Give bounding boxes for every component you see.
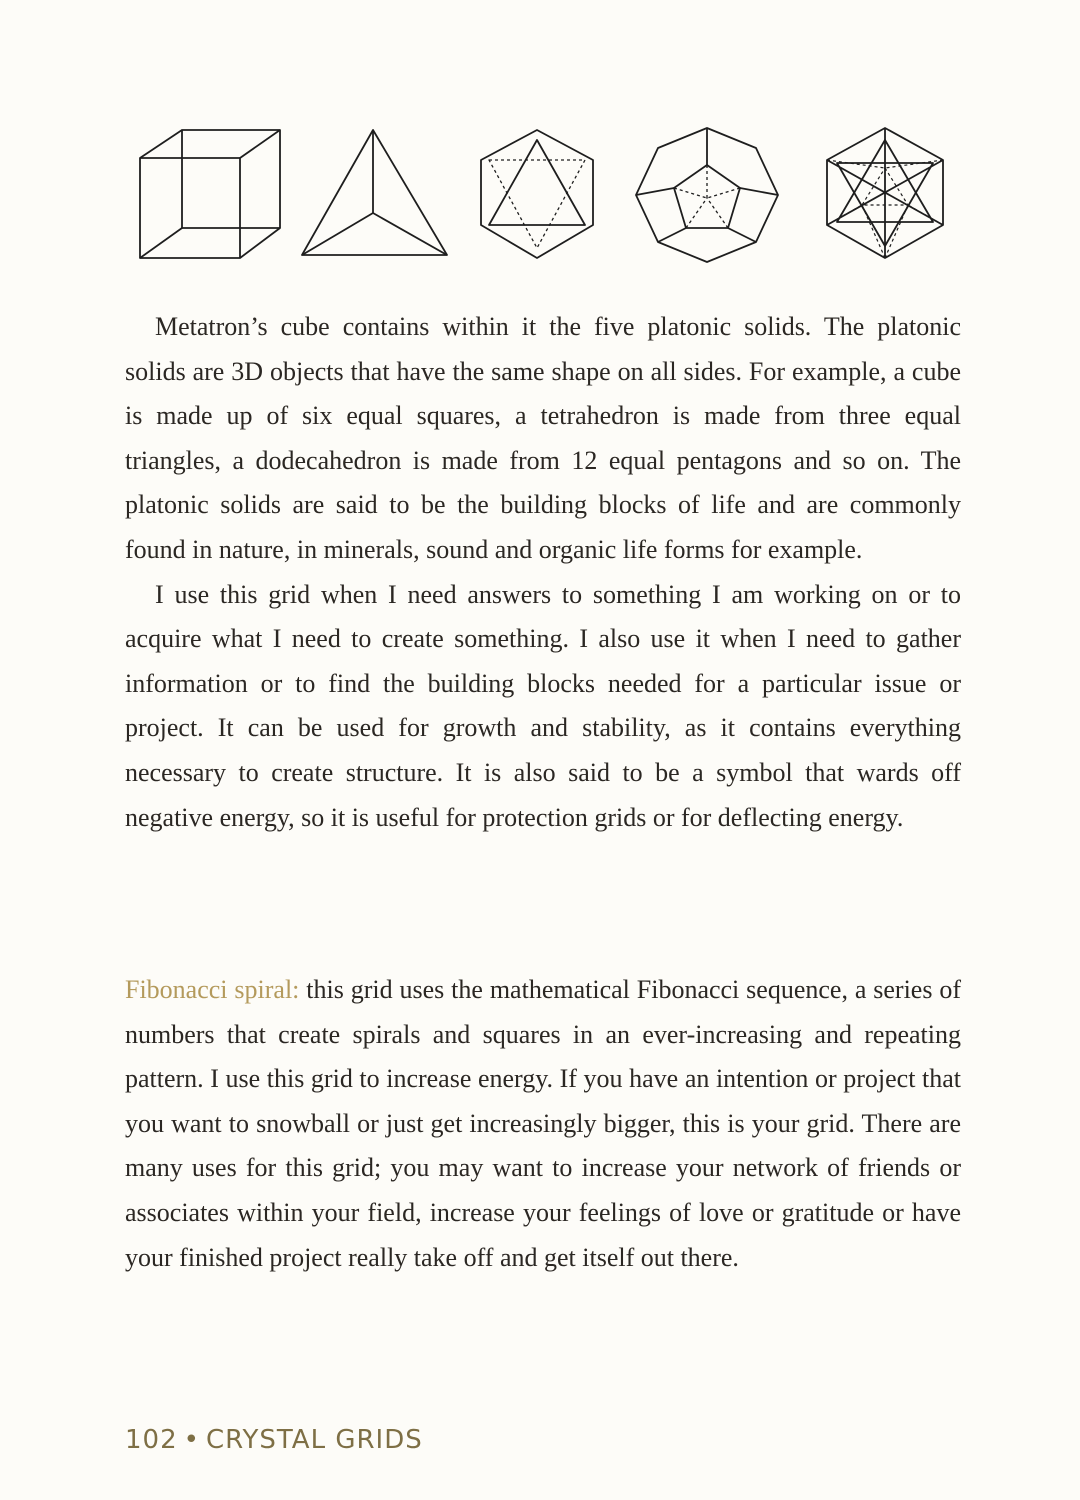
octahedron-icon xyxy=(481,130,593,258)
paragraph-platonic-solids: Metatron’s cube contains within it the five platonic solids. The platonic solids are 3D objects that have the same shape on all sides. For example, a cube is made up of six equal squares, a tetrahedron is made from three equal triangles, a dodecahedron is made from 12 equal pentagons and so on. The platonic solids are said to be the building blocks of life and are commonly found in nature, in minerals, sound and organic life forms for example. xyxy=(125,312,961,564)
dodecahedron-icon xyxy=(636,128,778,262)
body-text xyxy=(125,305,961,840)
fibonacci-section xyxy=(125,968,961,1280)
cube-icon xyxy=(140,130,280,258)
paragraph-grid-usage: I use this grid when I need answers to something I am working on or to acquire what I need to create something. I also use it when I need to gather information or to find the building blocks needed for a particular issue or project. It can be used for growth and stability, as it contains everything necessary to create structure. It is also said to be a symbol that wards off negative energy, so it is useful for protection grids or for deflecting energy. xyxy=(125,579,961,832)
running-title: CRYSTAL GRIDS xyxy=(205,1425,423,1455)
page-footer xyxy=(125,1425,423,1455)
fibonacci-description: this grid uses the mathematical Fibonacci sequence, a series of numbers that create spirals and squares in an ever-increasing and repeating pattern. I use this grid to increase energy. If you have an intention or project that you want to snowball or just get increasingly bigger, this is your grid. There are many uses for this grid; you may want to increase your network of friends or associates within your field, increase your feelings of love or gratitude or have your finished project really take off and get itself out there. xyxy=(125,975,962,1272)
tetrahedron-icon xyxy=(302,130,447,255)
fibonacci-term: Fibonacci spiral: xyxy=(125,975,300,1004)
footer-bullet: • xyxy=(183,1425,200,1455)
platonic-solids-illustration xyxy=(0,0,1080,300)
paragraph-fibonacci xyxy=(125,968,961,1280)
icosahedron-icon xyxy=(827,128,943,258)
page-number: 102 xyxy=(125,1425,178,1455)
